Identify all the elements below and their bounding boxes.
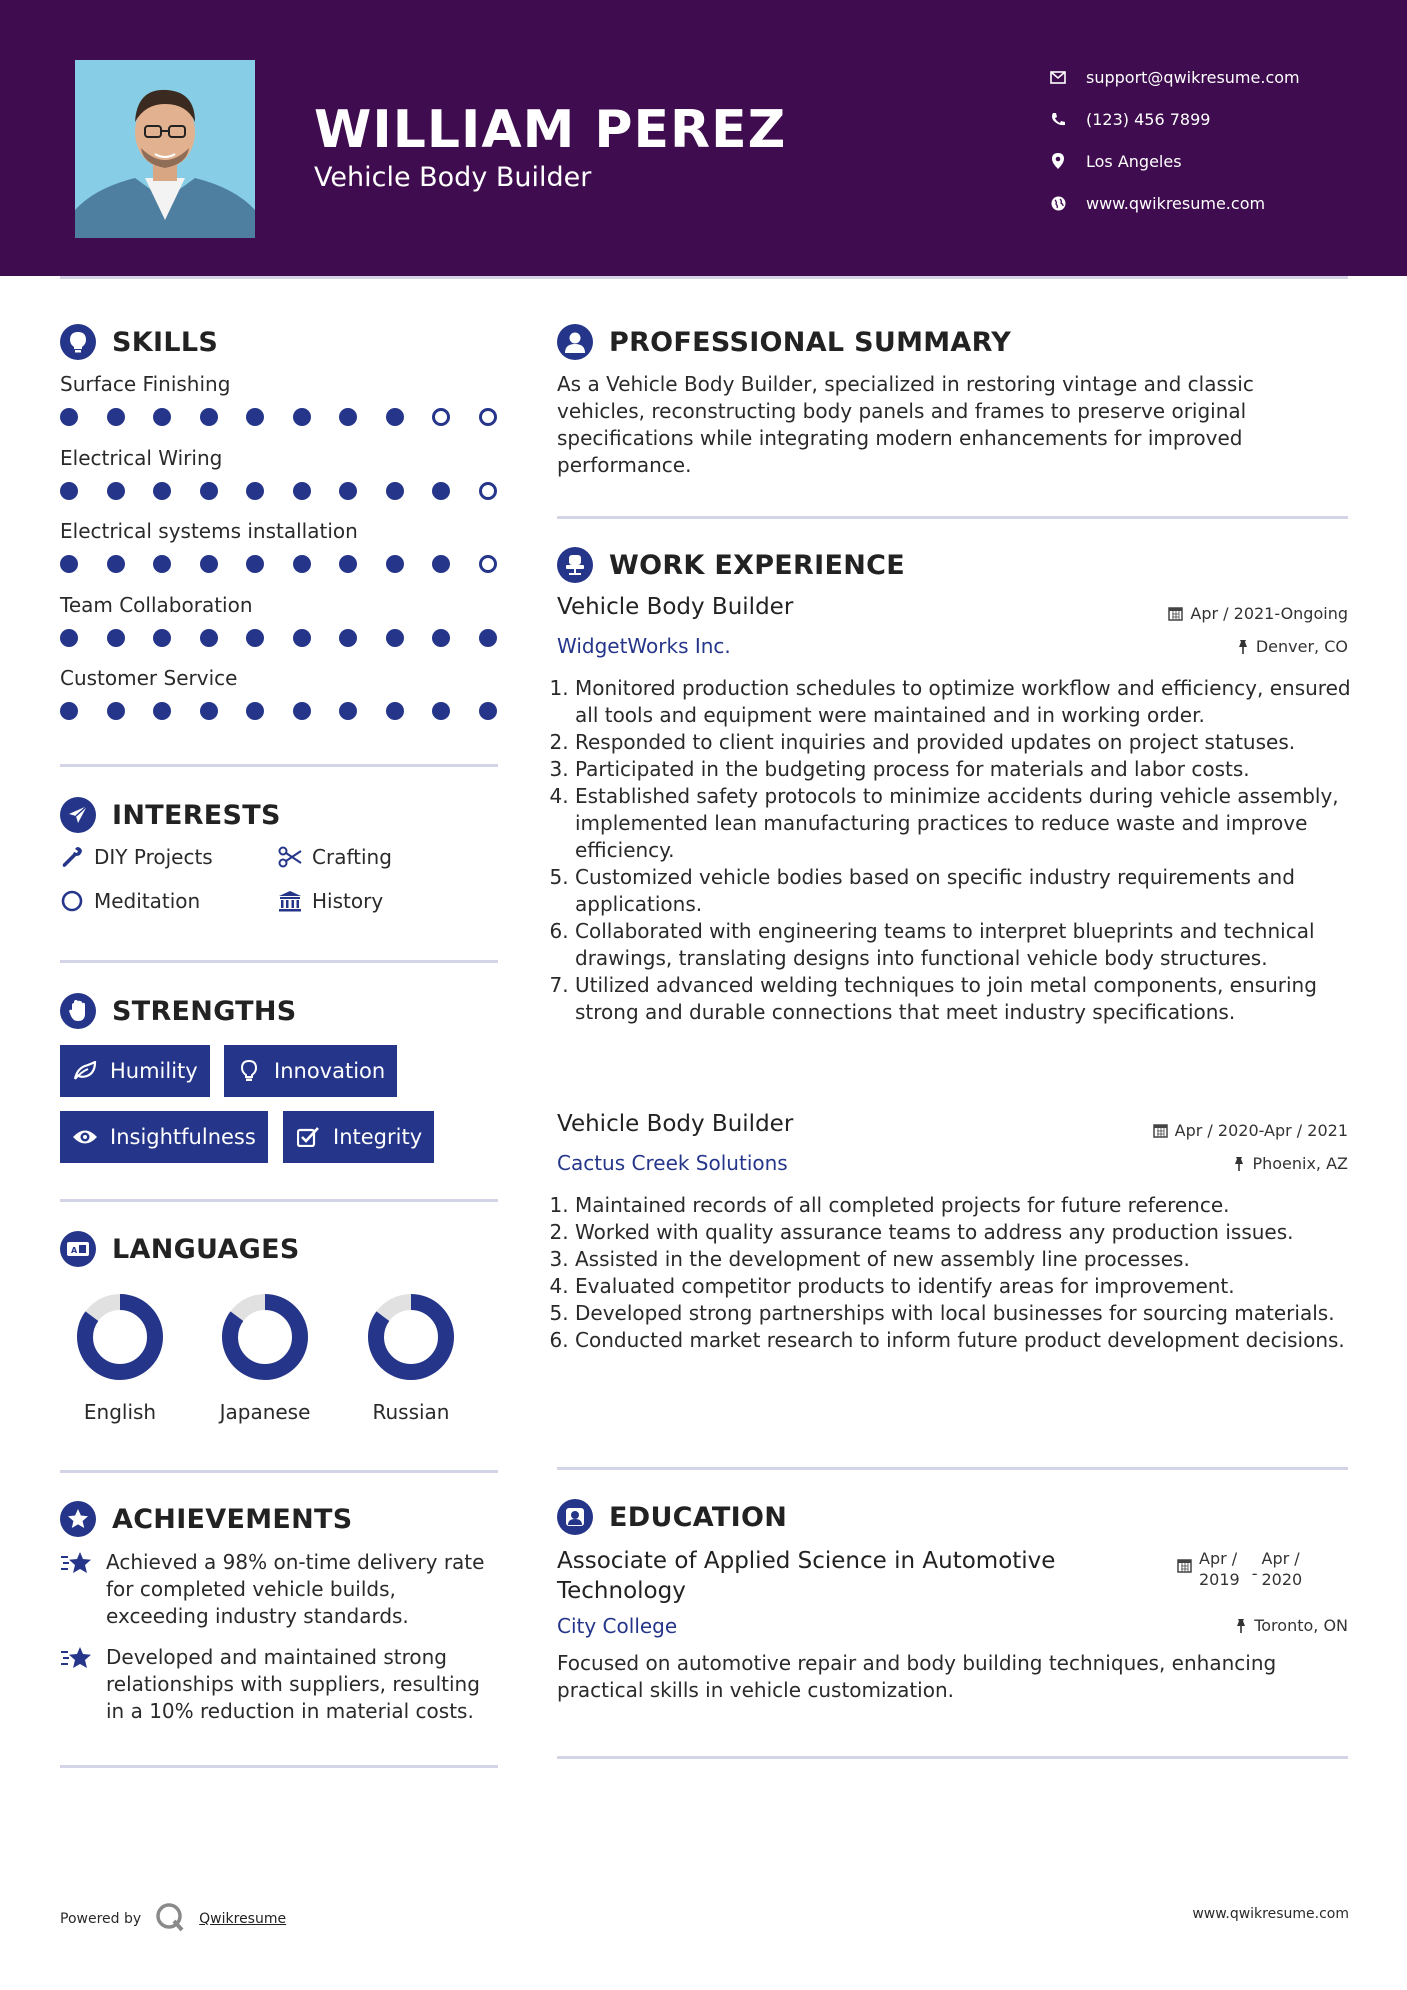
- start-month: Apr /: [1199, 1549, 1238, 1568]
- languages-title: LANGUAGES: [112, 1233, 300, 1265]
- contact-location: [1050, 140, 1300, 182]
- achievement-text: Developed and maintained strong relationships with suppliers, resulting in a 10% reduction in material costs.: [106, 1645, 480, 1723]
- interest-item: [278, 889, 383, 913]
- interest-label: DIY Projects: [94, 845, 213, 869]
- profile-photo: [75, 60, 255, 238]
- duty-item: 3. Assisted in the development of new assembly line processes.: [575, 1246, 1365, 1273]
- interest-item: [60, 889, 200, 913]
- rating-dot-filled: [479, 629, 497, 647]
- map-pin-icon: [1050, 153, 1066, 169]
- summary-text: As a Vehicle Body Builder, specialized in restoring vintage and classic vehicles, reconstructing body panels and frames to preserve original specifications while integrating modern enhancements for improved performance.: [557, 372, 1254, 477]
- job-duties-list: [557, 1192, 1365, 1354]
- paper-plane-icon: [60, 797, 96, 833]
- rating-dot-filled: [153, 629, 171, 647]
- rating-dot-filled: [246, 702, 264, 720]
- interest-item: [60, 845, 213, 869]
- eye-icon: [72, 1124, 98, 1150]
- candidate-name: WILLIAM PEREZ: [314, 100, 787, 160]
- powered-by-text: Powered by: [60, 1911, 142, 1927]
- end-date: [1262, 1548, 1303, 1590]
- rating-dot-filled: [339, 702, 357, 720]
- website-text: www.qwikresume.com: [1086, 193, 1266, 213]
- qwikresume-link[interactable]: Qwikresume: [199, 1911, 287, 1927]
- duty-item: 6. Conducted market research to inform future product development decisions.: [575, 1327, 1365, 1354]
- rating-dot-filled: [432, 702, 450, 720]
- experience-title: WORK EXPERIENCE: [609, 549, 905, 581]
- interest-label: Meditation: [94, 889, 201, 913]
- company-name: WidgetWorks Inc.: [557, 634, 731, 658]
- strengths-heading: [60, 993, 297, 1029]
- language-label: Japanese: [219, 1400, 311, 1424]
- end-month: Apr /: [1261, 1549, 1300, 1568]
- achievement-text: Achieved a 98% on-time delivery rate for completed vehicle builds, exceeding industry standards.: [106, 1550, 485, 1628]
- location-text: Phoenix, AZ: [1252, 1154, 1348, 1173]
- start-date: [1199, 1548, 1240, 1590]
- checkbox-icon: [295, 1124, 321, 1150]
- contact-info: [1050, 56, 1300, 224]
- strength-label: Integrity: [333, 1125, 423, 1149]
- achievements-title: ACHIEVEMENTS: [112, 1503, 353, 1535]
- rating-dot-filled: [386, 482, 404, 500]
- duty-item: 2. Responded to client inquiries and provided updates on project statuses.: [575, 729, 1365, 756]
- interests-title: INTERESTS: [112, 799, 281, 831]
- location-text: Toronto, ON: [1254, 1616, 1348, 1635]
- skill-label: Team Collaboration: [60, 592, 253, 617]
- divider: [557, 516, 1348, 519]
- rating-dot-filled: [60, 482, 78, 500]
- duty-item: 3. Participated in the budgeting process for materials and labor costs.: [575, 756, 1365, 783]
- rating-dot-filled: [200, 702, 218, 720]
- strength-label: Innovation: [274, 1059, 386, 1083]
- contact-website[interactable]: [1050, 182, 1300, 224]
- museum-icon: [278, 889, 302, 913]
- qwikresume-logo-icon: [155, 1902, 185, 1936]
- wrench-icon: [60, 845, 84, 869]
- location-text: Los Angeles: [1086, 151, 1182, 171]
- footer-website[interactable]: www.qwikresume.com: [1192, 1906, 1349, 1922]
- job-dates: [1153, 1121, 1348, 1140]
- strength-label: Insightfulness: [110, 1125, 256, 1149]
- dates-text: Apr / 2020-Apr / 2021: [1174, 1121, 1348, 1140]
- achievements-heading: [60, 1501, 353, 1537]
- rating-dot-filled: [293, 408, 311, 426]
- language-item: [346, 1294, 476, 1424]
- phone-text: (123) 456 7899: [1086, 109, 1211, 129]
- rating-dot-filled: [60, 408, 78, 426]
- rating-dot-filled: [386, 555, 404, 573]
- rating-dot-filled: [339, 408, 357, 426]
- rating-dot-filled: [200, 482, 218, 500]
- skill-label: Electrical Wiring: [60, 445, 223, 470]
- language-item: [200, 1294, 330, 1424]
- rating-dot-filled: [432, 555, 450, 573]
- rating-dot-filled: [386, 629, 404, 647]
- rating-dot-filled: [200, 555, 218, 573]
- summary-title: PROFESSIONAL SUMMARY: [609, 326, 1012, 358]
- rating-dot-filled: [153, 482, 171, 500]
- divider: [60, 1199, 498, 1202]
- rating-dot-filled: [293, 629, 311, 647]
- rating-dot-filled: [60, 702, 78, 720]
- candidate-role: Vehicle Body Builder: [314, 162, 592, 193]
- rating-dot-filled: [246, 482, 264, 500]
- contact-phone[interactable]: [1050, 98, 1300, 140]
- svg-text:A: A: [71, 1246, 78, 1255]
- job-location: [1237, 637, 1348, 656]
- school-name: City College: [557, 1614, 678, 1638]
- star-icon: [60, 1644, 94, 1674]
- skill-label: Customer Service: [60, 666, 238, 690]
- rating-dot-filled: [339, 482, 357, 500]
- job-location: [1233, 1154, 1348, 1173]
- languages-heading: [60, 1231, 300, 1267]
- calendar-icon: [1153, 1123, 1168, 1138]
- rating-dot-filled: [386, 408, 404, 426]
- rating-dot-filled: [60, 629, 78, 647]
- job-dates: [1168, 604, 1348, 623]
- achievement-item: [60, 1644, 500, 1725]
- rating-dot-filled: [153, 702, 171, 720]
- skill-label: Surface Finishing: [60, 372, 231, 396]
- date-separator: -: [1251, 1564, 1258, 1583]
- email-text: support@qwikresume.com: [1086, 67, 1300, 87]
- rating-dot-filled: [246, 555, 264, 573]
- language-label: Russian: [372, 1400, 450, 1424]
- rating-dot-filled: [339, 555, 357, 573]
- strengths-title: STRENGTHS: [112, 995, 297, 1027]
- job-duties-list: [557, 675, 1365, 1026]
- skills-heading: [60, 324, 218, 360]
- rating-dot-filled: [432, 482, 450, 500]
- rating-dot-filled: [293, 702, 311, 720]
- calendar-icon: [1177, 1558, 1192, 1573]
- rating-dot-filled: [432, 629, 450, 647]
- achievement-item: [60, 1549, 500, 1630]
- rating-dot-filled: [293, 482, 311, 500]
- rating-dot-filled: [107, 629, 125, 647]
- interest-item: [278, 845, 392, 869]
- user-icon: [557, 324, 593, 360]
- job-title: Vehicle Body Builder: [557, 594, 794, 620]
- rating-dot-empty: [479, 555, 497, 573]
- pushpin-icon: [1235, 1618, 1247, 1634]
- dates-text: Apr / 2021-Ongoing: [1190, 604, 1348, 623]
- rating-dot-filled: [107, 555, 125, 573]
- rating-dot-filled: [339, 629, 357, 647]
- header-divider: [60, 276, 1348, 279]
- divider: [60, 960, 498, 963]
- summary-heading: [557, 324, 1011, 360]
- skill-rating: [60, 629, 525, 647]
- language-icon: [60, 1231, 96, 1267]
- end-year: 2020: [1261, 1570, 1303, 1589]
- graduate-icon: [557, 1499, 593, 1535]
- language-proficiency-donut: [77, 1294, 163, 1380]
- rating-dot-filled: [107, 702, 125, 720]
- skill-rating: [60, 702, 525, 720]
- language-proficiency-donut: [368, 1294, 454, 1380]
- language-label: English: [83, 1400, 157, 1424]
- divider: [557, 1467, 1348, 1470]
- duty-item: 4. Established safety protocols to minimize accidents during vehicle assembly, implemented lean manufacturing practices to reduce waste and improve efficiency.: [575, 783, 1365, 864]
- circle-icon: [60, 889, 84, 913]
- divider: [60, 764, 498, 767]
- strength-chip: [60, 1045, 210, 1097]
- divider: [60, 1765, 498, 1768]
- skills-title: SKILLS: [112, 326, 219, 358]
- rating-dot-filled: [246, 408, 264, 426]
- divider: [60, 1470, 498, 1473]
- interests-heading: [60, 797, 281, 833]
- duty-item: 2. Worked with quality assurance teams to address any production issues.: [575, 1219, 1365, 1246]
- skill-rating: [60, 408, 525, 426]
- calendar-icon: [1168, 606, 1183, 621]
- lightbulb-icon: [236, 1058, 262, 1084]
- divider: [557, 1756, 1348, 1759]
- pushpin-icon: [1233, 1156, 1245, 1172]
- footer-branding: [60, 1902, 286, 1936]
- experience-heading: [557, 547, 905, 583]
- rating-dot-filled: [200, 629, 218, 647]
- education-dates: [1177, 1548, 1302, 1590]
- duty-item: 5. Customized vehicle bodies based on specific industry requirements and applications.: [575, 864, 1365, 918]
- globe-icon: [1050, 195, 1066, 211]
- contact-email[interactable]: [1050, 56, 1300, 98]
- job-title: Vehicle Body Builder: [557, 1111, 794, 1137]
- rating-dot-filled: [246, 629, 264, 647]
- education-heading: [557, 1499, 787, 1535]
- duty-item: 7. Utilized advanced welding techniques to join metal components, ensuring strong and durable connections that meet industry specifications.: [575, 972, 1365, 1026]
- education-title: EDUCATION: [609, 1501, 788, 1533]
- duty-item: 5. Developed strong partnerships with local businesses for sourcing materials.: [575, 1300, 1365, 1327]
- language-proficiency-donut: [222, 1294, 308, 1380]
- location-text: Denver, CO: [1255, 637, 1348, 656]
- rating-dot-filled: [386, 702, 404, 720]
- scissors-icon: [278, 845, 302, 869]
- rating-dot-filled: [153, 555, 171, 573]
- rating-dot-empty: [479, 482, 497, 500]
- duty-item: 1. Maintained records of all completed projects for future reference.: [575, 1192, 1365, 1219]
- hand-icon: [60, 993, 96, 1029]
- skill-rating: [60, 555, 525, 573]
- strength-chip: [283, 1111, 434, 1163]
- rating-dot-filled: [293, 555, 311, 573]
- rating-dot-filled: [200, 408, 218, 426]
- language-item: [55, 1294, 185, 1424]
- chair-icon: [557, 547, 593, 583]
- interest-label: Crafting: [312, 845, 392, 869]
- degree-title: Associate of Applied Science in Automotive Technology: [557, 1548, 1056, 1604]
- rating-dot-filled: [60, 555, 78, 573]
- strength-chip: [60, 1111, 268, 1163]
- rating-dot-empty: [479, 408, 497, 426]
- education-description: Focused on automotive repair and body building techniques, enhancing practical skills in vehicle customization.: [557, 1651, 1277, 1702]
- rating-dot-empty: [432, 408, 450, 426]
- skill-label: Electrical systems installation: [60, 519, 358, 543]
- rating-dot-filled: [479, 702, 497, 720]
- rating-dot-filled: [107, 482, 125, 500]
- interest-label: History: [312, 889, 384, 913]
- rating-dot-filled: [153, 408, 171, 426]
- duty-item: 1. Monitored production schedules to optimize workflow and efficiency, ensured all tools and equipment were maintained and in working order.: [575, 675, 1365, 729]
- strength-label: Humility: [110, 1059, 198, 1083]
- skill-rating: [60, 482, 525, 500]
- duty-item: 6. Collaborated with engineering teams to interpret blueprints and technical drawings, translating designs into functional vehicle body structures.: [575, 918, 1365, 972]
- start-year: 2019: [1199, 1570, 1240, 1589]
- envelope-icon: [1050, 69, 1066, 85]
- resume-header: [0, 0, 1407, 276]
- phone-icon: [1050, 111, 1066, 127]
- star-icon: [60, 1549, 94, 1579]
- leaf-icon: [72, 1058, 98, 1084]
- education-location: [1235, 1616, 1348, 1635]
- company-name: Cactus Creek Solutions: [557, 1151, 788, 1175]
- strength-chip: [224, 1045, 397, 1097]
- lightbulb-icon: [60, 324, 96, 360]
- rating-dot-filled: [107, 408, 125, 426]
- duty-item: 4. Evaluated competitor products to identify areas for improvement.: [575, 1273, 1365, 1300]
- pushpin-icon: [1237, 639, 1249, 655]
- star-badge-icon: [60, 1501, 96, 1537]
